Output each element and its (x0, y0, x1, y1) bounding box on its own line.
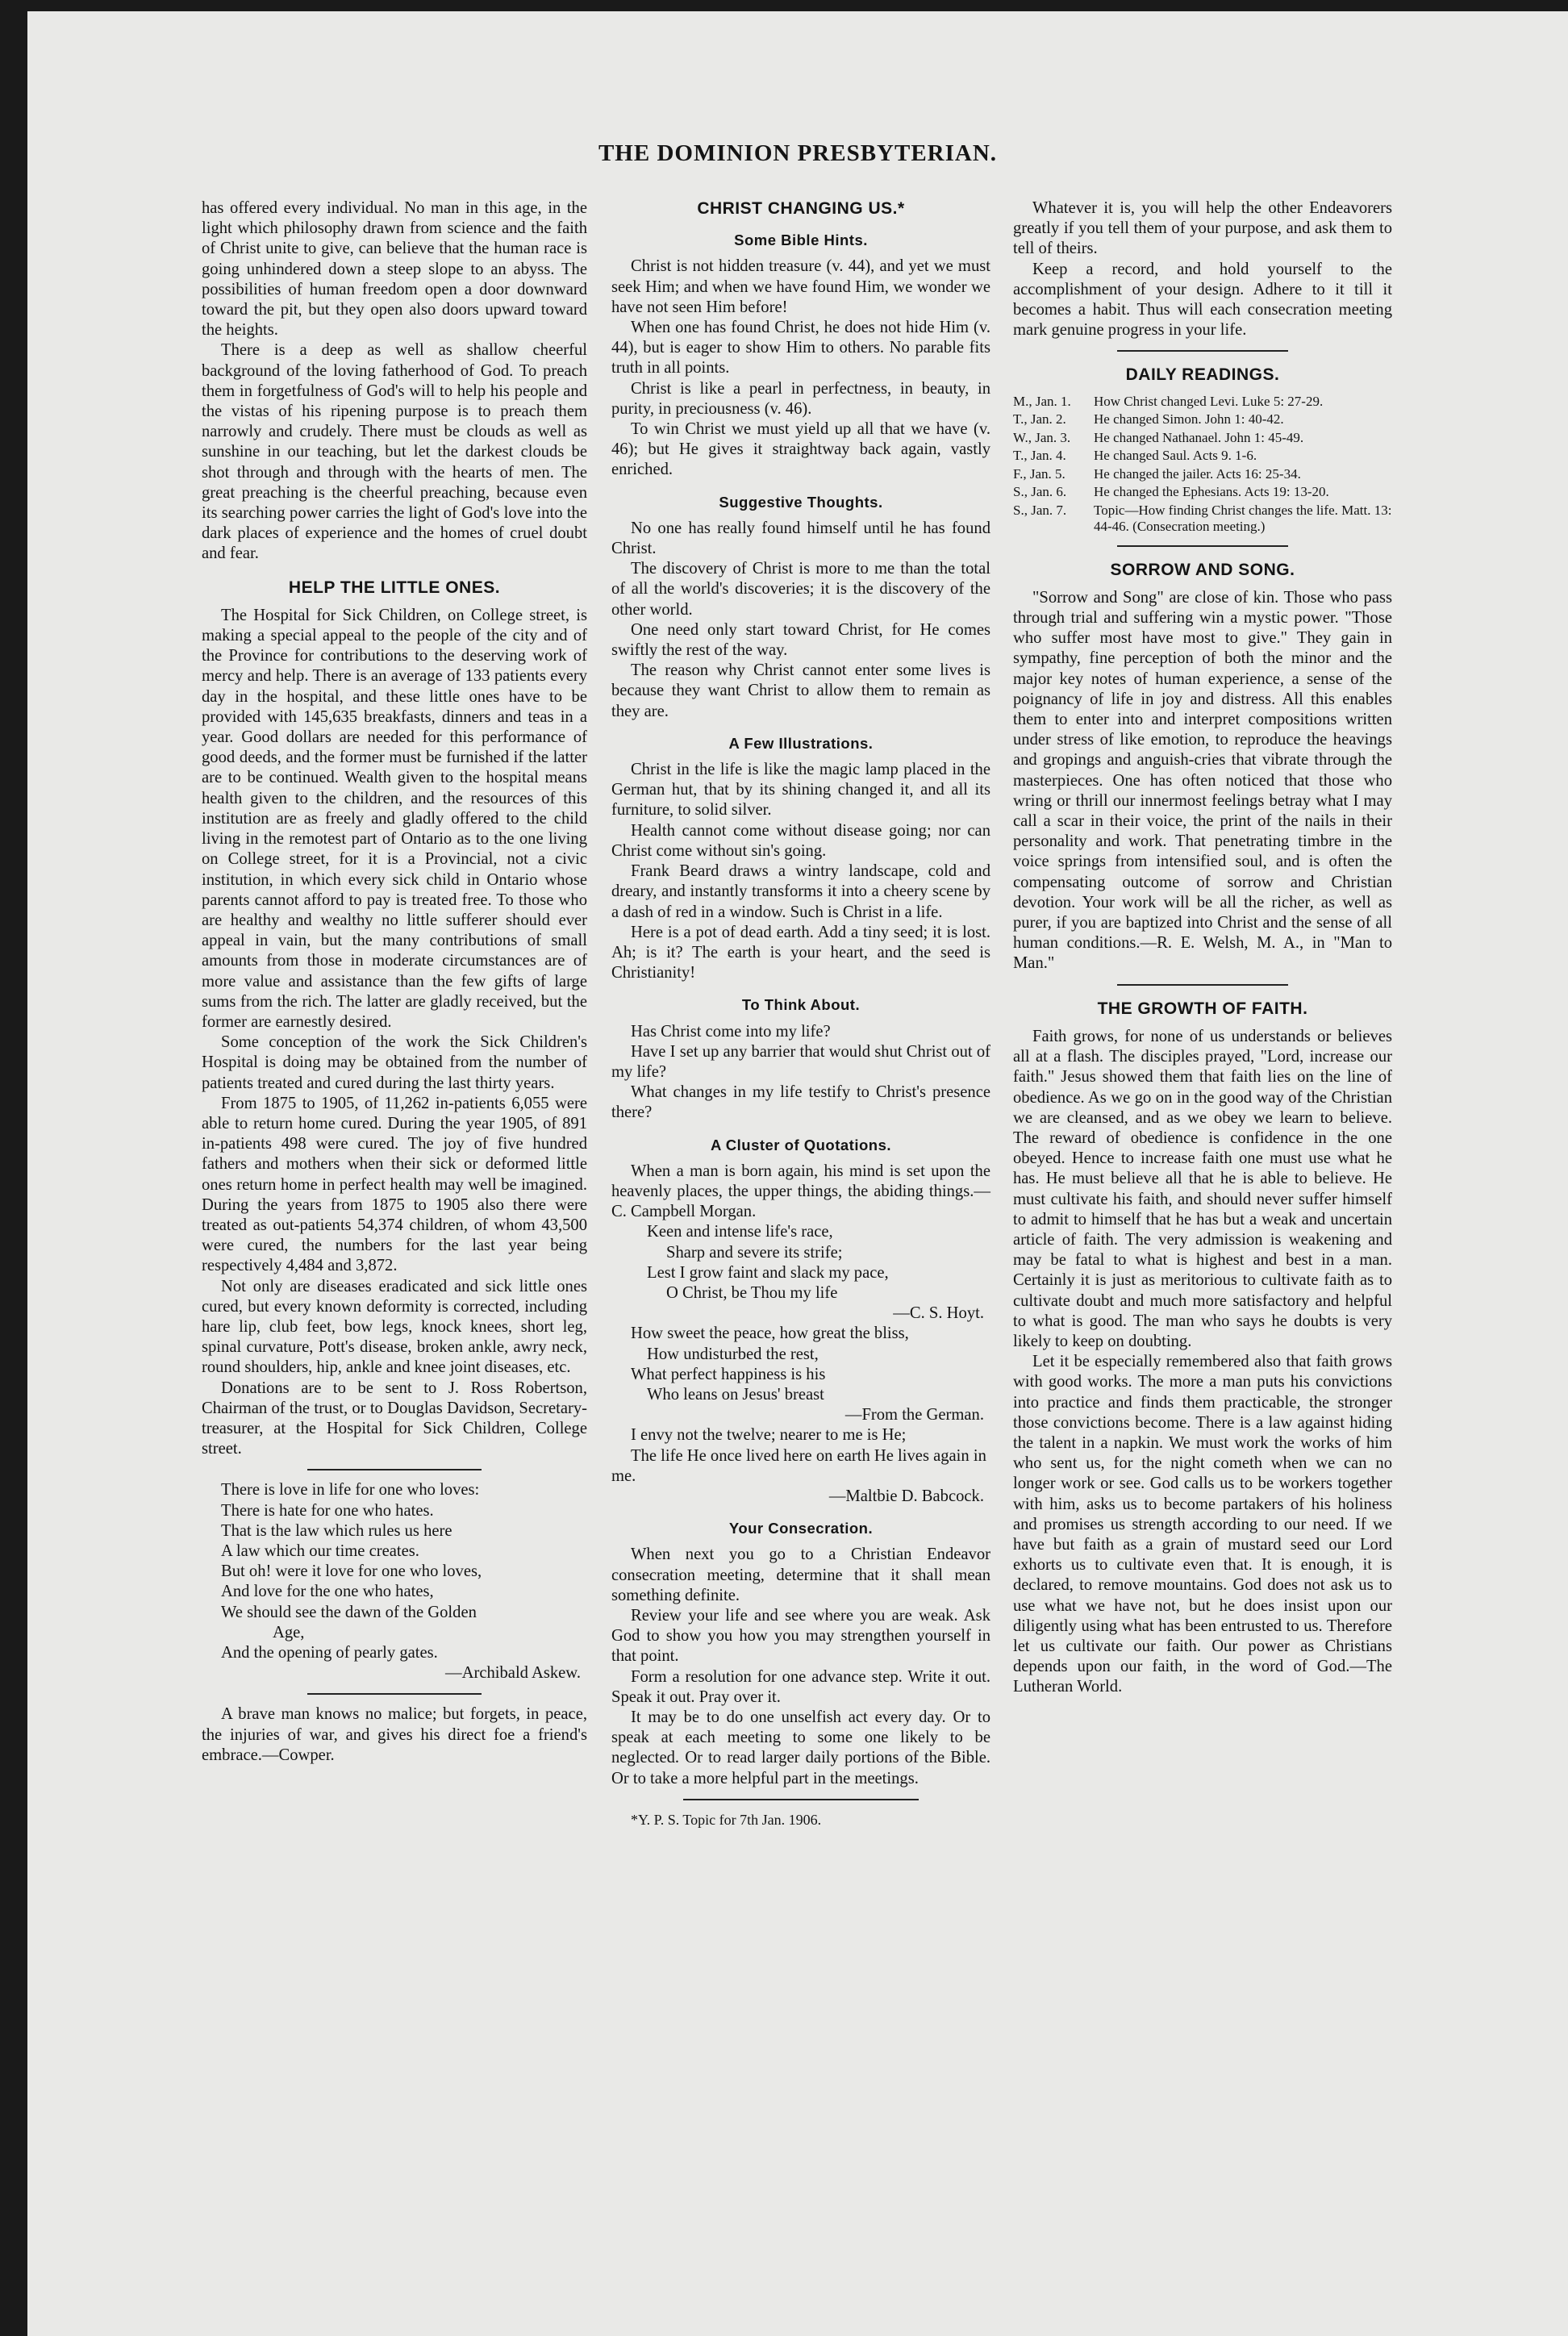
section-heading-sorrow-and-song: SORROW AND SONG. (1110, 560, 1295, 579)
paragraph: Have I set up any barrier that would shut Christ out of my life? (611, 1042, 990, 1081)
reading-day: M., Jan. 1. (1013, 393, 1071, 409)
poem-author: —C. S. Hoyt. (893, 1304, 984, 1323)
subheading-consecration: Your Consecration. (728, 1520, 874, 1537)
poem-line: There is love in life for one who loves: (221, 1481, 480, 1500)
closing-quote: A brave man knows no malice; but forgets, in peace, the injuries of war, and gives his direct foe a friend's embrace.—Cowper. (202, 1705, 587, 1764)
poem-author: —Maltbie D. Babcock. (828, 1487, 984, 1505)
list-item (1013, 411, 1392, 428)
paragraph: It may be to do one unselfish act every day. Or to speak at each meeting to some one likely to be neglected. Or to read larger daily portions of the Bible. Or to take a more helpful part in the meetings. (611, 1708, 990, 1787)
paragraph: When next you go to a Christian Endeavor consecration meeting, determine that it shall mean something definite. (611, 1546, 990, 1604)
paragraph: The reason why Christ cannot enter some lives is because they want Christ to allow them to remain as they are. (611, 661, 990, 720)
poem-line: Lest I grow faint and slack my pace, (647, 1263, 889, 1282)
poem-line: How sweet the peace, how great the bliss, (631, 1324, 909, 1343)
section-heading-daily-readings: DAILY READINGS. (1125, 365, 1280, 385)
reading-text: He changed Saul. Acts 9. 1-6. (1094, 448, 1257, 464)
reading-day: S., Jan. 7. (1013, 502, 1067, 518)
paragraph: Not only are diseases eradicated and sick little ones cured, but every known deformity is corrected, including hare lip, club feet, bow legs, knock knees, short leg, spinal curvature, Pott's disease, broken ankle, awry neck, round shoulders, hip, ankle and knee joint diseases, etc. (202, 1277, 587, 1377)
list-item (1013, 503, 1392, 536)
poem-line: What perfect happiness is his (631, 1365, 826, 1383)
poem-line: Age, (273, 1623, 305, 1641)
divider (1117, 984, 1288, 986)
poem-line: Keen and intense life's race, (647, 1223, 833, 1241)
paragraph: The discovery of Christ is more to me than the total of all the world's discoveries; it is the discovery of the other world. (611, 560, 990, 619)
poem-line: How undisturbed the rest, (647, 1345, 819, 1363)
poem-line: But oh! were it love for one who loves, (221, 1562, 482, 1581)
poem-line: That is the law which rules us here (221, 1521, 452, 1540)
paragraph: Donations are to be sent to J. Ross Robertson, Chairman of the trust, or to Douglas Davidson, Secretary-treasurer, at the Hospital for Sick Children, College street. (202, 1379, 587, 1458)
poem-line: There is hate for one who hates. (221, 1501, 434, 1520)
paragraph: Review your life and see where you are weak. Ask God to show you how you may strengthen yourself in that point. (611, 1607, 990, 1666)
paragraph: Christ is not hidden treasure (v. 44), and yet we must seek Him; and when we have found Him, we wonder we have not seen Him before! (611, 257, 990, 316)
footnote: *Y. P. S. Topic for 7th Jan. 1906. (631, 1811, 822, 1828)
paragraph: Has Christ come into my life? (631, 1022, 831, 1041)
poem-line: Who leans on Jesus' breast (647, 1385, 824, 1404)
paragraph: Here is a pot of dead earth. Add a tiny seed; it is lost. Ah; is it? The earth is your heart, and the seed is Christianity! (611, 923, 990, 982)
divider (1117, 350, 1288, 352)
paragraph: When one has found Christ, he does not hide Him (v. 44), but is eager to show Him to others. No parable fits truth in all points. (611, 319, 990, 378)
paragraph: Some conception of the work the Sick Children's Hospital is doing may be obtained from the number of patients treated and cured during the last thirty years. (202, 1033, 587, 1092)
reading-text: How Christ changed Levi. Luke 5: 27-29. (1094, 393, 1324, 409)
poem-line: I envy not the twelve; nearer to me is He; (631, 1426, 907, 1445)
paragraph: has offered every individual. No man in this age, in the light which philosophy drawn from science and the faith of Christ unite to give, can believe that the human race is going unhindered down a steep slope to an abyss. The possibilities of human freedom open a door downward toward the pit, but they open also doors upward toward the heights. (202, 199, 587, 340)
daily-readings-list (1013, 394, 1392, 536)
section-heading-growth-of-faith: THE GROWTH OF FAITH. (1097, 999, 1308, 1018)
subheading-illustrations: A Few Illustrations. (728, 734, 874, 752)
paragraph: No one has really found himself until he has found Christ. (611, 519, 990, 558)
list-item (1013, 394, 1392, 411)
paragraph: Form a resolution for one advance step. Write it out. Speak it out. Pray over it. (611, 1667, 990, 1706)
paragraph: The Hospital for Sick Children, on College street, is making a special appeal to the people of the city and of the Province for contributions to the deserving work of mercy and help. There is an average of 133 patients every day in the hospital, and these little ones have to be provided with 145,635 breakfasts, dinners and teas in a year. Good dollars are needed for this performance of good deeds, and the former must be furnished if the latter are to be continued. Wealth given to the hospital means health given to the children, and the resources of this institution are as freely and gladly offered to the child living in the remotest part of Ontario as to the one living on College street, for it is a Provincial, not a civic institution, in which every sick child in Ontario whose parents cannot afford to pay is treated free. To those who are healthy and wealthy no little sufferer should ever appeal in vain, but the many contributions of small amounts from those in moderate circumstances are of more value and assistance than the few gifts of large sums from the rich. The latter are gladly received, but the former are earnestly desired. (202, 606, 587, 1031)
paragraph: Faith grows, for none of us understands or believes all at a flash. The disciples prayed, "Lord, increase our faith." Jesus showed them that faith lies on the line of obedience. As we go on in the good way of the Christian we are cleansed, and as we obey we learn to believe. The reward of obedience is confidence in the one obeyed. Hence to increase faith one must use what he has. He must believe all that he is able to believe. He must cultivate his faith, and should never suffer himself to admit to himself that he has but a weak and uncertain article of faith. The very admission is weakening and may be fatal to what is highest and best in a man. Certainly it is just as meritorious to cultivate faith as to cultivate doubt and much more satisfactory and helpful to what is good. The man who says he doubts is very likely to keep on doubting. (1013, 1027, 1392, 1350)
paragraph: One need only start toward Christ, for He comes swiftly the rest of the way. (611, 620, 990, 660)
reading-text: He changed the jailer. Acts 16: 25-34. (1094, 465, 1301, 482)
column-left (202, 198, 587, 1766)
divider (1117, 545, 1288, 547)
subheading-suggestive-thoughts: Suggestive Thoughts. (719, 493, 883, 511)
paragraph: Let it be especially remembered also that faith grows with good works. The more a man puts his convictions into practice and finds them practicable, the stronger those convictions become. There is a law against hiding the talent in a napkin. We must work the works of him who sent us, for the night cometh when we can no longer work or see. God calls us to be workers together with him, asks us to become partakers of his holiness and promises us strength according to our need. If we have but faith as a grain of mustard seed our Lord exhorts us to cultivate even that. It is enough, it is declared, to remove mountains. God does not ask us to use what we have not, but he does insist upon our diligently using what has been entrusted to us. Therefore let us cultivate our faith. Our power as Christians depends upon our faith, in the word of God.—The Lutheran World. (1013, 1353, 1392, 1696)
paragraph: "Sorrow and Song" are close of kin. Those who pass through trial and suffering win a mystic power. "Those who suffer most have most to give." They gain in sympathy, fine perception of both the minor and the major key notes of human experience, a sense of the poignancy of life in joy and distress. All this enables them to enter into and interpret compositions written under stress of like emotion, to reproduce the heavings and gropings and anguish-cries that vibrate through the masterpieces. One has often noticed that those who wring or thrill our innermost feelings betray what I may call a scar in their voice, the print of the nails in their personality and work. That penetrating timbre in the voice springs from intensified soul, and is often the compensating outcome of sorrow and Christian devotion. Your work will be all the richer, as well as purer, if you are baptized into Christ and the sense of all human conditions.—R. E. Welsh, M. A., in "Man to Man." (1013, 588, 1392, 973)
newspaper-page (27, 11, 1568, 2336)
reading-text: He changed Simon. John 1: 40-42. (1094, 411, 1284, 428)
poem-line: And love for the one who hates, (221, 1583, 434, 1601)
paragraph: When a man is born again, his mind is set upon the heavenly places, the upper things, the abiding things.—C. Campbell Morgan. (611, 1162, 990, 1221)
reading-day: F., Jan. 5. (1013, 465, 1065, 482)
reading-day: T., Jan. 2. (1013, 411, 1066, 428)
paragraph: From 1875 to 1905, of 11,262 in-patients 6,055 were able to return home cured. During the year 1905, of 891 in-patients 498 were cured. The joy of five hundred fathers and mothers when their sick or deformed little ones return home in perfect health may well be imagined. During the years from 1875 to 1905 also there were treated as out-patients 54,374 children, of whom 43,500 were cured, the numbers for the last year being respectively 4,484 and 3,872. (202, 1094, 587, 1275)
paragraph: Keep a record, and hold yourself to the accomplishment of your design. Adhere to it till it becomes a habit. Thus will each consecration meeting mark genuine progress in your life. (1013, 260, 1392, 340)
poem-line: O Christ, be Thou my life (666, 1283, 838, 1302)
poem-author: —Archibald Askew. (445, 1664, 581, 1683)
paragraph: There is a deep as well as shallow cheerful background of the loving fatherhood of God. To preach them in forgetfulness of God's will to help his people and the vistas of his ripening purpose is to preach them narrowly and crudely. There must be clouds as well as sunshine in our teaching, but let the darkest clouds be shot through and through with the hearts of men. The great preaching is the cheerful preaching, because even its searching power carries the light of God's love into the dark places of experience and the homes of cruel doubt and fear. (202, 341, 587, 563)
poem-author: —From the German. (844, 1406, 984, 1425)
reading-day: W., Jan. 3. (1013, 429, 1071, 445)
reading-day: T., Jan. 4. (1013, 448, 1066, 464)
paragraph: Health cannot come without disease going; nor can Christ come without sin's going. (611, 821, 990, 860)
column-middle (611, 198, 990, 1830)
column-right (1013, 198, 1392, 1698)
poem-line: Sharp and severe its strife; (666, 1243, 843, 1262)
list-item (1013, 484, 1392, 501)
paragraph: Christ in the life is like the magic lamp placed in the German hut, that by its shining changed it, and all its furniture, to solid silver. (611, 761, 990, 820)
article-title: CHRIST CHANGING US.* (697, 199, 905, 218)
reading-text: He changed the Ephesians. Acts 19: 13-20. (1094, 484, 1329, 500)
subheading-think-about: To Think About. (741, 996, 861, 1014)
list-item (1013, 466, 1392, 483)
list-item (1013, 430, 1392, 447)
poem-love-and-hate (202, 1480, 587, 1683)
poem-line: And the opening of pearly gates. (221, 1644, 438, 1662)
paragraph: To win Christ we must yield up all that we have (v. 46); but He gives it straightway back again, vastly enriched. (611, 420, 990, 479)
section-heading-help-little-ones: HELP THE LITTLE ONES. (288, 578, 501, 597)
divider (307, 1469, 481, 1470)
poem-line: A law which our time creates. (221, 1542, 419, 1560)
poem-line: The life He once lived here on earth He lives again in me. (611, 1446, 986, 1485)
paragraph: Christ is like a pearl in perfectness, in beauty, in purity, in preciousness (v. 46). (611, 379, 990, 418)
reading-text: He changed Nathanael. John 1: 45-49. (1094, 429, 1304, 445)
poem-line: We should see the dawn of the Golden (221, 1603, 477, 1621)
paragraph: Frank Beard draws a wintry landscape, cold and dreary, and instantly transforms it into a cheery scene by a dash of red in a window. Such is Christ in a life. (611, 862, 990, 921)
reading-day: S., Jan. 6. (1013, 484, 1067, 500)
divider (683, 1799, 918, 1800)
reading-text: Topic—How finding Christ changes the life. Matt. 13: 44-46. (Consecration meeting.) (1094, 502, 1392, 535)
paragraph: Whatever it is, you will help the other Endeavorers greatly if you tell them of your purpose, and ask them to tell of theirs. (1013, 199, 1392, 258)
masthead: THE DOMINION PRESBYTERIAN. (598, 140, 998, 166)
subheading-quotations: A Cluster of Quotations. (710, 1136, 892, 1153)
list-item (1013, 448, 1392, 465)
divider (307, 1693, 481, 1695)
paragraph: What changes in my life testify to Christ's presence there? (611, 1083, 990, 1122)
subheading-bible-hints: Some Bible Hints. (734, 232, 868, 249)
